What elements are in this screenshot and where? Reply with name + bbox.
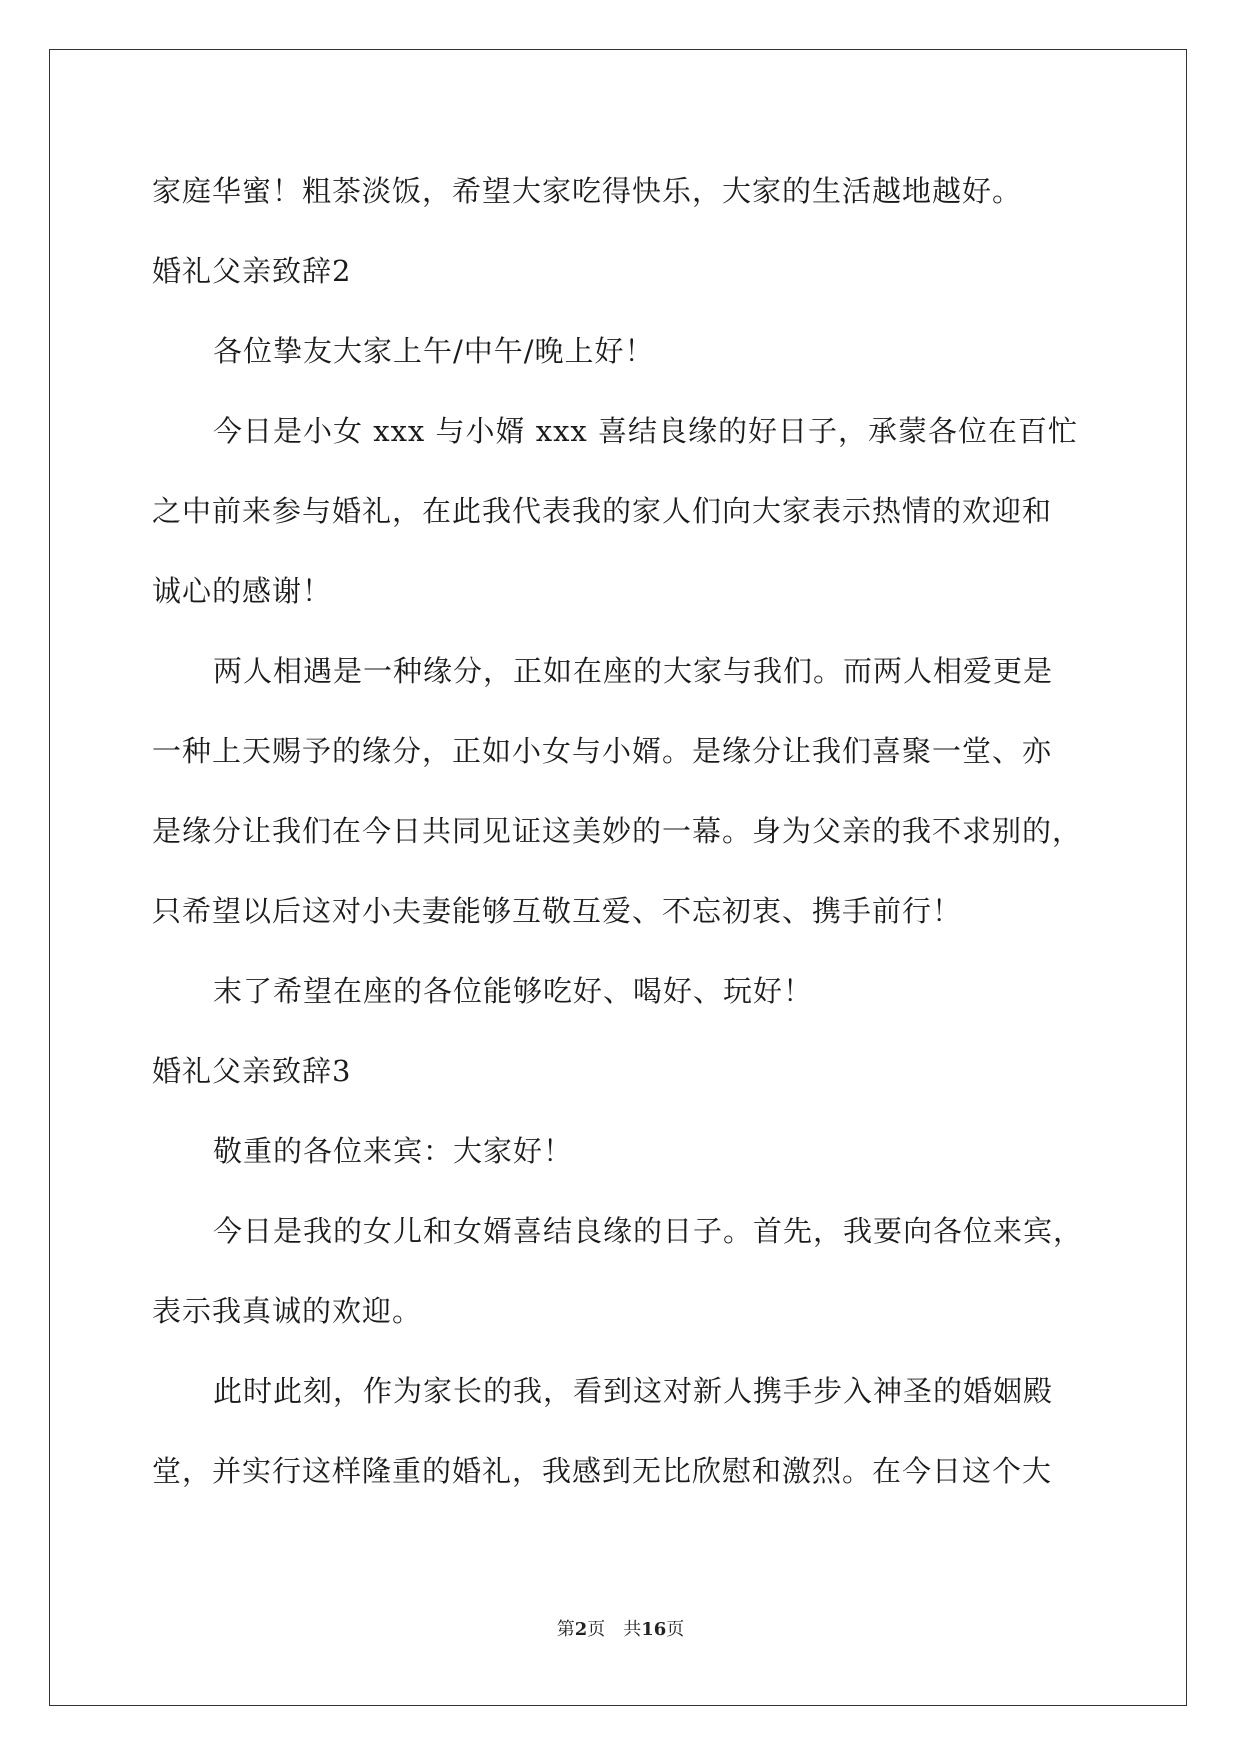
- text-line-10: 只希望以后这对小夫妻能够互敬互爱、不忘初衷、携手前行！: [152, 894, 963, 928]
- text-line-9: 是缘分让我们在今日共同见证这美妙的一幕。身为父亲的我不求别的，: [152, 814, 1083, 848]
- text-line-11: 末了希望在座的各位能够吃好、喝好、玩好！: [213, 974, 814, 1008]
- total-suffix: 页: [666, 1619, 685, 1640]
- text-line-4: 今日是小女 xxx 与小婿 xxx 喜结良缘的好日子，承蒙各位在百忙: [213, 414, 1079, 448]
- total-pages: 16: [641, 1619, 667, 1640]
- text-line-1: 家庭华蜜！粗茶淡饭，希望大家吃得快乐，大家的生活越地越好。: [152, 174, 1023, 208]
- section-heading-2: 婚礼父亲致辞2: [152, 254, 352, 288]
- text-line-16: 此时此刻，作为家长的我，看到这对新人携手步入神圣的婚姻殿: [213, 1374, 1054, 1408]
- text-line-15: 表示我真诚的欢迎。: [152, 1294, 423, 1328]
- text-line-13: 敬重的各位来宾：大家好！: [213, 1134, 574, 1168]
- text-line-14: 今日是我的女儿和女婿喜结良缘的日子。首先，我要向各位来宾，: [213, 1214, 1084, 1248]
- page-suffix: 页: [587, 1619, 606, 1640]
- text-line-8: 一种上天赐予的缘分，正如小女与小婿。是缘分让我们喜聚一堂、亦: [152, 734, 1053, 768]
- text-line-6: 诚心的感谢！: [152, 574, 333, 608]
- text-line-3: 各位挚友大家上午/中午/晚上好！: [213, 334, 655, 368]
- page-number: 2: [574, 1619, 588, 1640]
- text-line-7: 两人相遇是一种缘分，正如在座的大家与我们。而两人相爱更是: [213, 654, 1054, 688]
- text-line-5: 之中前来参与婚礼，在此我代表我的家人们向大家表示热情的欢迎和: [152, 494, 1053, 528]
- page-footer: [0, 1618, 1241, 1642]
- page-prefix: 第: [556, 1619, 575, 1640]
- total-prefix: 共: [623, 1619, 642, 1640]
- text-line-17: 堂，并实行这样隆重的婚礼，我感到无比欣慰和激烈。在今日这个大: [152, 1454, 1053, 1488]
- section-heading-3: 婚礼父亲致辞3: [152, 1054, 352, 1088]
